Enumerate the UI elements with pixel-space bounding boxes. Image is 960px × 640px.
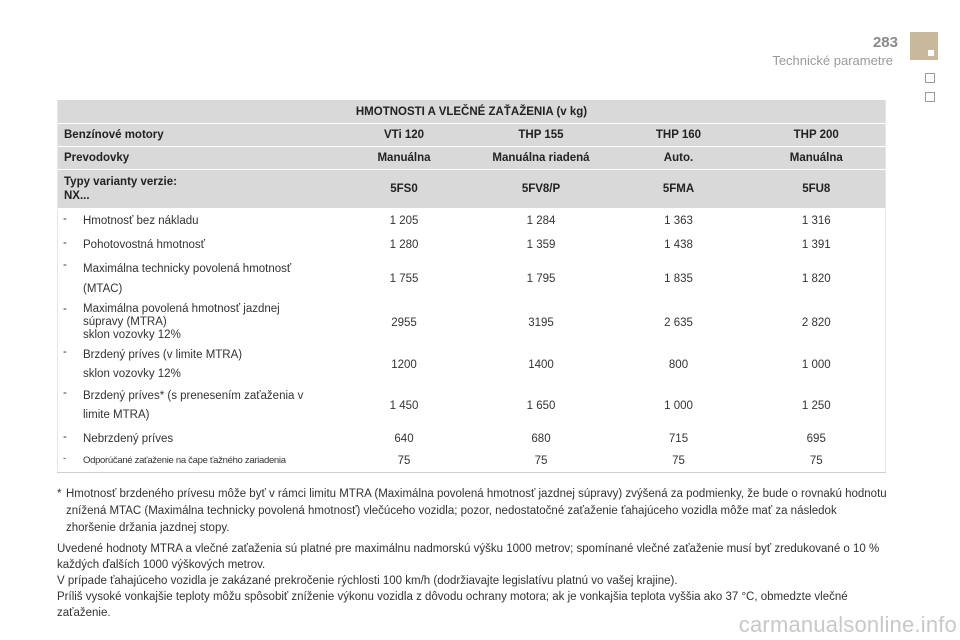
value-cell: 2955 bbox=[391, 316, 417, 329]
row-label-line: Brzdený príves (v limite MTRA) bbox=[83, 348, 243, 361]
value-cell: 680 bbox=[531, 432, 551, 445]
table-row bbox=[58, 233, 886, 257]
tab-marker-dot bbox=[928, 50, 934, 56]
table-row bbox=[58, 209, 886, 233]
note-paragraph: Uvedené hodnoty MTRA a vlečné zaťaženia sú platné pre maximálnu nadmorskú výšku 1000 metrov; spomínané vlečné zaťaženie musí byť zredukované o 10 % každých ďalších 1000 výškových metrov. bbox=[57, 543, 880, 571]
value-cell: 1 391 bbox=[801, 238, 831, 251]
row-label-line: súpravy (MTRA) bbox=[83, 316, 167, 328]
table-row bbox=[58, 345, 886, 385]
row-label-line: Maximálna technicky povolená hmotnosť bbox=[83, 262, 292, 275]
row-dash: - bbox=[63, 303, 67, 315]
table-title-row bbox=[58, 100, 886, 124]
table-title: HMOTNOSTI A VLEČNÉ ZAŤAŽENIA (v kg) bbox=[58, 100, 886, 124]
value-cell: 1200 bbox=[391, 358, 417, 371]
row-label-line: Maximálna povolená hmotnosť jazdnej bbox=[83, 303, 280, 315]
value-cell: 695 bbox=[806, 432, 826, 445]
row-label bbox=[58, 301, 336, 345]
row-dash: - bbox=[63, 430, 67, 443]
value-cell: 1 359 bbox=[526, 238, 556, 251]
row-dash: - bbox=[63, 453, 66, 465]
footnote bbox=[57, 486, 887, 537]
table-row bbox=[58, 301, 886, 345]
row-label-line: Brzdený príves* (s prenesením zaťaženia v bbox=[83, 389, 304, 402]
variant-cell: 5FV8/P bbox=[473, 170, 610, 209]
engines-label: Benzínové motory bbox=[58, 124, 336, 147]
watermark: carmanualsonline.info bbox=[738, 612, 957, 637]
value-cell: 75 bbox=[610, 451, 748, 473]
empty-tab-square-2 bbox=[925, 92, 935, 102]
value-cell: 1 280 bbox=[389, 238, 419, 251]
chapter-tab-marker bbox=[910, 32, 938, 60]
engine-cell: THP 155 bbox=[473, 124, 610, 147]
value-cell: 1 650 bbox=[526, 399, 556, 412]
row-label bbox=[58, 209, 336, 233]
row-label bbox=[58, 451, 336, 473]
row-dash: - bbox=[63, 236, 67, 249]
value-cell: 75 bbox=[336, 451, 473, 473]
gearbox-label: Prevodovky bbox=[58, 147, 336, 170]
value-cell: 1 205 bbox=[389, 214, 419, 227]
footnote-text: Hmotnosť brzdeného prívesu môže byť v rámci limitu MTRA (Maximálna povolená hmotnosť jazdnej súpravy) zvýšená za podmienky, že bude o rovnakú hodnotu znížená MTAC (Maximálna technicky povolená hmotnosť) vlečúceho vozidla; pozor, nedostatočné zaťaženie ťahajúceho vozidla môže mať za následok zhoršenie držania jazdnej stopy. bbox=[66, 488, 887, 534]
value-cell: 1 820 bbox=[801, 272, 831, 285]
value-cell: 1 250 bbox=[801, 399, 831, 412]
value-cell: 1 438 bbox=[664, 238, 693, 251]
table-row bbox=[58, 385, 886, 427]
value-cell: 1 000 bbox=[801, 358, 831, 371]
row-label-line: Hmotnosť bez nákladu bbox=[83, 214, 199, 227]
notes bbox=[57, 541, 887, 621]
empty-tab-square-1 bbox=[925, 73, 935, 83]
value-cell: 75 bbox=[748, 451, 886, 473]
value-cell: 1 835 bbox=[664, 272, 693, 285]
engine-cell: THP 200 bbox=[748, 124, 886, 147]
variant-label bbox=[58, 170, 336, 209]
table-row bbox=[58, 257, 886, 301]
value-cell: 1 316 bbox=[801, 214, 831, 227]
variant-cell: 5FU8 bbox=[748, 170, 886, 209]
value-cell: 715 bbox=[668, 432, 689, 445]
variant-label-line-1: Typy varianty verzie: bbox=[64, 176, 177, 188]
row-label-line: (MTAC) bbox=[83, 282, 123, 295]
row-label-line: Pohotovostná hmotnosť bbox=[83, 238, 205, 251]
gearbox-cell: Manuálna bbox=[336, 147, 473, 170]
value-cell: 2 635 bbox=[664, 316, 693, 329]
row-label bbox=[58, 257, 336, 301]
value-cell: 75 bbox=[473, 451, 610, 473]
row-dash: - bbox=[63, 212, 67, 225]
gearbox-cell: Auto. bbox=[610, 147, 748, 170]
variant-cell: 5FS0 bbox=[336, 170, 473, 209]
value-cell: 1 755 bbox=[389, 272, 419, 285]
value-cell: 2 820 bbox=[801, 316, 831, 329]
engines-row bbox=[58, 124, 886, 147]
value-cell: 3195 bbox=[528, 316, 554, 329]
value-cell: 1 000 bbox=[664, 399, 693, 412]
value-cell: 800 bbox=[668, 358, 689, 371]
section-title: Technické parametre bbox=[772, 53, 893, 68]
table-row bbox=[58, 427, 886, 451]
row-dash: - bbox=[63, 386, 67, 399]
variant-cell: 5FMA bbox=[610, 170, 748, 209]
value-cell: 1400 bbox=[528, 358, 554, 371]
value-cell: 1 795 bbox=[526, 272, 556, 285]
page-number: 283 bbox=[872, 34, 898, 51]
variant-label-line-2: NX... bbox=[64, 190, 90, 202]
note-paragraph: V prípade ťahajúceho vozidla je zakázané prekročenie rýchlosti 100 km/h (dodržiavajte legislatívu platnú vo vašej krajine). bbox=[57, 575, 678, 587]
value-cell: 640 bbox=[394, 432, 414, 445]
weights-table bbox=[57, 100, 886, 473]
row-label bbox=[58, 345, 336, 385]
gearbox-cell: Manuálna bbox=[748, 147, 886, 170]
engine-cell: VTi 120 bbox=[336, 124, 473, 147]
row-dash: - bbox=[63, 345, 67, 358]
footnote-marker: * bbox=[57, 488, 62, 500]
gearbox-row bbox=[58, 147, 886, 170]
row-dash: - bbox=[63, 258, 67, 271]
gearbox-cell: Manuálna riadená bbox=[473, 147, 610, 170]
table-row bbox=[58, 451, 886, 473]
value-cell: 1 450 bbox=[389, 399, 419, 412]
row-label-line: Nebrzdený príves bbox=[83, 432, 174, 445]
value-cell: 1 284 bbox=[526, 214, 556, 227]
row-label bbox=[58, 233, 336, 257]
value-cell: 1 363 bbox=[664, 214, 693, 227]
note-paragraph: Príliš vysoké vonkajšie teploty môžu spôsobiť zníženie výkonu vozidla z dôvodu ochrany motora; ak je vonkajšia teplota vyššia ako 37 °C, obmedzte vlečné zaťaženie. bbox=[57, 591, 848, 619]
row-label-line: sklon vozovky 12% bbox=[83, 329, 181, 341]
row-label-line: sklon vozovky 12% bbox=[83, 367, 181, 380]
variant-row bbox=[58, 170, 886, 209]
row-label-line: limite MTRA) bbox=[83, 408, 150, 421]
engine-cell: THP 160 bbox=[610, 124, 748, 147]
row-label-line: Odporúčané zaťaženie na čape ťažného zariadenia bbox=[83, 455, 286, 467]
row-label bbox=[58, 385, 336, 427]
row-label bbox=[58, 427, 336, 451]
